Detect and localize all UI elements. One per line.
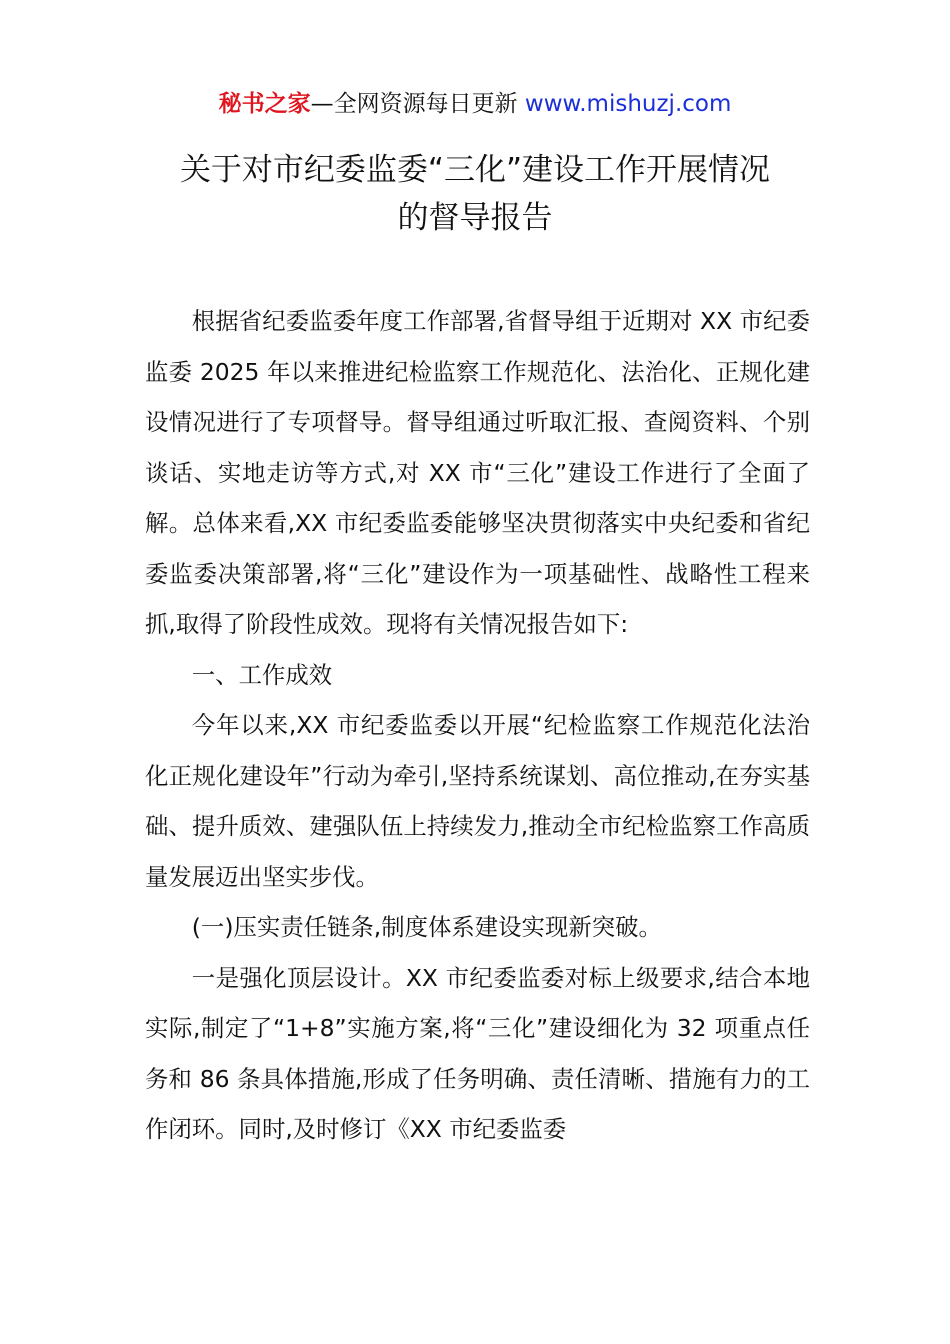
document-title [100, 146, 850, 242]
intro-paragraph: 根据省纪委监委年度工作部署,省督导组于近期对 XX 市纪委监委 2025 年以来推进纪检监察工作规范化、法治化、正规化建设情况进行了专项督导。督导组通过听取汇报、查阅资料、个别谈话、实地走访等方式,对 XX 市“三化”建设工作进行了全面了解。总体来看,XX 市纪委监委能够坚决贯彻落实中央纪委和省纪委监委决策部署,将“三化”建设作为一项基础性、战略性工程来抓,取得了阶段性成效。现将有关情况报告如下: [145, 307, 810, 638]
site-url-link[interactable]: www.mishuzj.com [524, 91, 732, 117]
site-header [0, 88, 950, 120]
subsection-heading-1: (一)压实责任链条,制度体系建设实现新突破。 [191, 913, 662, 941]
title-line-2: 的督导报告 [397, 200, 553, 236]
header-tagline: —全网资源每日更新 [310, 91, 525, 117]
top-level-design-paragraph: 一是强化顶层设计。XX 市纪委监委对标上级要求,结合本地实际,制定了“1+8”实施方案,将“三化”建设细化为 32 项重点任务和 86 条具体措施,形成了任务明确、责任清晰、措施有力的工作闭环。同时,及时修订《XX 市纪委监委 [145, 963, 810, 1143]
title-line-1: 关于对市纪委监委“三化”建设工作开展情况 [179, 152, 771, 188]
section-heading-achievements: 一、工作成效 [191, 660, 333, 689]
document-body [145, 296, 810, 1155]
brand-name: 秘书之家 [218, 91, 311, 117]
achievements-summary-paragraph: 今年以来,XX 市纪委监委以开展“纪检监察工作规范化法治化正规化建设年”行动为牵引,坚持系统谋划、高位推动,在夯实基础、提升质效、建强队伍上持续发力,推动全市纪检监察工作高质量发展迈出坚实步伐。 [145, 711, 810, 891]
